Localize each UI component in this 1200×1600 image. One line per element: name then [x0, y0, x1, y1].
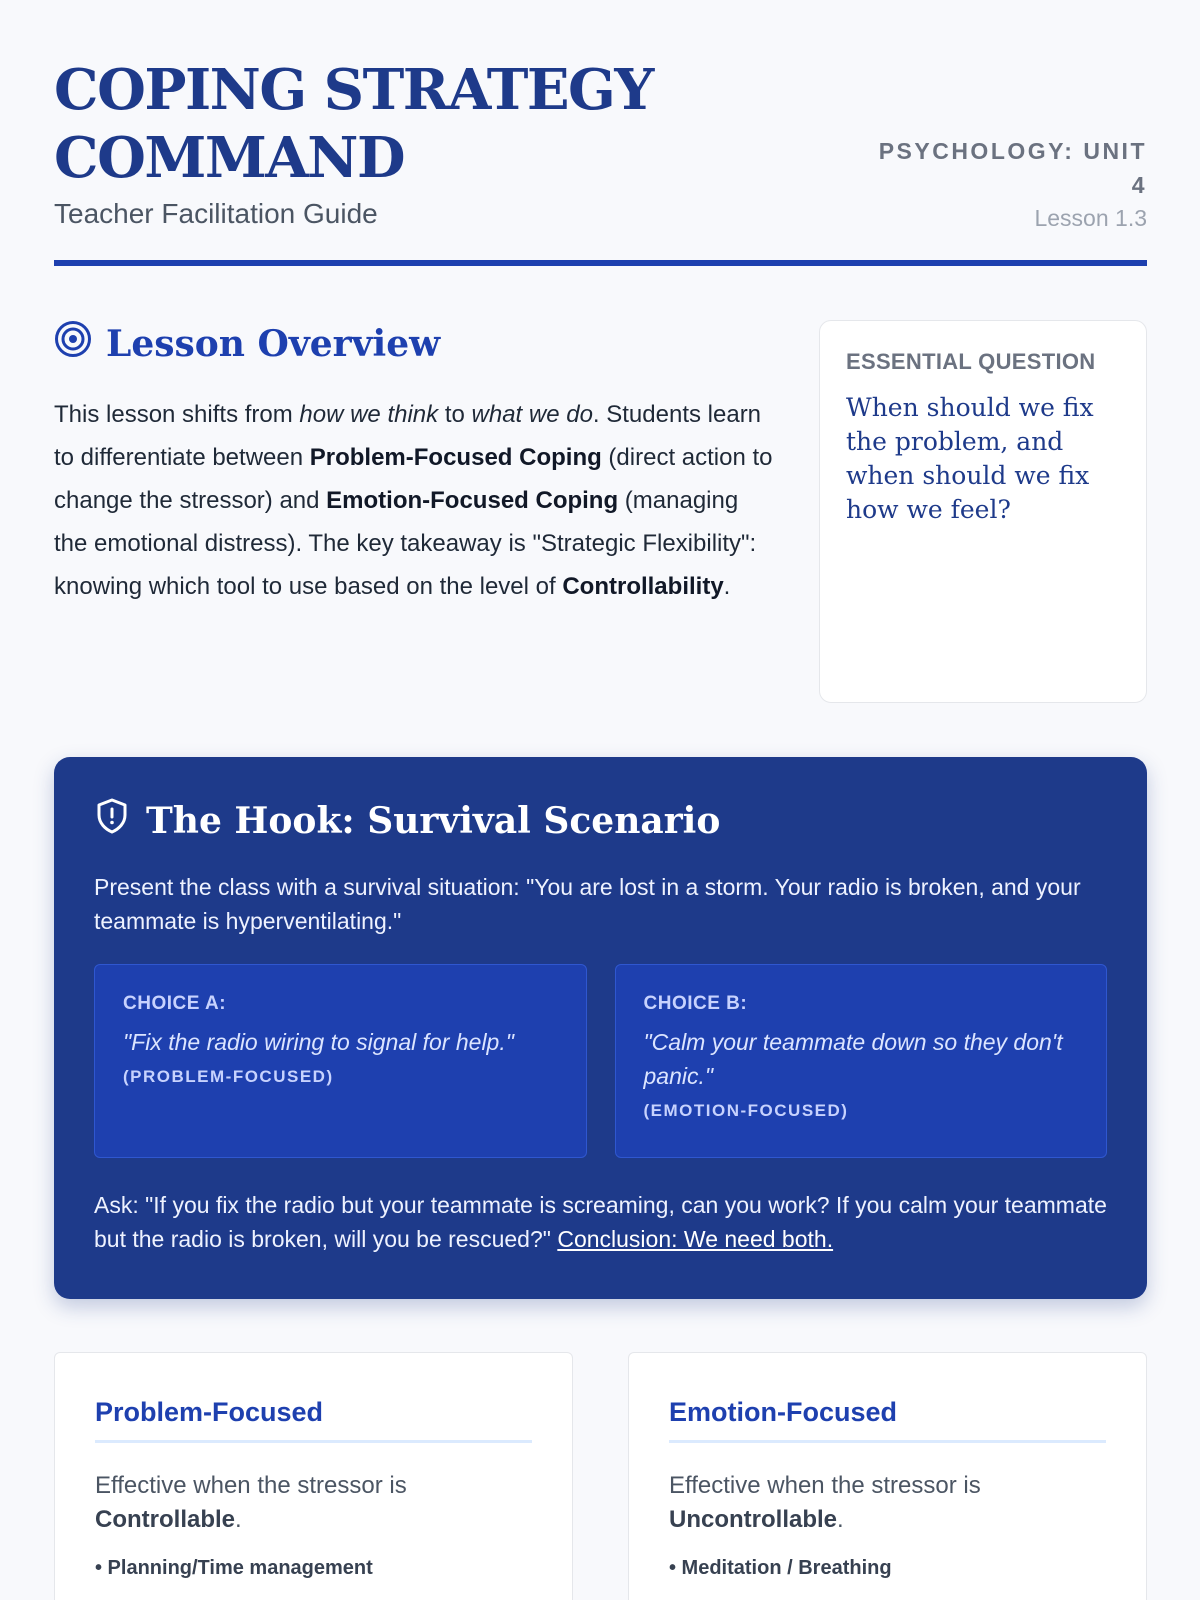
hook-ask-text: Ask: "If you fix the radio but your teammate is screaming, can you work? If you calm your teammate but the radio is broken, will you be rescued?": [94, 1192, 1107, 1252]
essential-question-text: When should we fix the problem, and when should we fix how we feel?: [846, 393, 1094, 524]
overview-term: Emotion-Focused Coping: [326, 487, 619, 514]
hook-ask: [94, 1188, 1107, 1256]
page: [54, 0, 1147, 1600]
list-item: • Planning/Time management: [95, 1557, 373, 1579]
choice-b-card: [615, 964, 1108, 1158]
card-desc-end: .: [235, 1506, 242, 1533]
overview-emphasis: what we do: [471, 401, 593, 428]
overview-heading: [54, 320, 774, 367]
hook-title: The Hook: Survival Scenario: [146, 799, 721, 842]
hook-section: [54, 757, 1147, 1299]
choice-quote: "Fix the radio wiring to signal for help.": [123, 1029, 514, 1055]
overview-text-part: .: [723, 573, 731, 600]
unit-info: [867, 134, 1147, 234]
choice-quote: "Calm your teammate down so they don't panic.": [643, 1029, 1063, 1089]
page-title: COPING STRATEGY COMMAND: [54, 57, 653, 191]
overview-emphasis: how we think: [299, 401, 439, 428]
card-desc-text: Effective when the stressor is: [669, 1472, 981, 1499]
card-desc-end: .: [837, 1506, 844, 1533]
choices: [94, 964, 1107, 1158]
list-item: • Meditation / Breathing: [669, 1557, 892, 1579]
header: [54, 56, 1147, 268]
card-desc-text: Effective when the stressor is: [95, 1472, 407, 1499]
hook-conclusion: Conclusion: We need both.: [557, 1226, 834, 1252]
card-description: [95, 1469, 532, 1537]
card-title: Problem-Focused: [95, 1397, 532, 1443]
lesson-overview: [54, 320, 774, 608]
overview-text-part: (managing the emotional distress). The key takeaway is "Strategic Flexibility": knowing which tool to use based on the level of: [54, 487, 757, 600]
essential-question-label: ESSENTIAL QUESTION: [846, 349, 1096, 374]
page-subtitle: Teacher Facilitation Guide: [54, 198, 378, 229]
essential-question-card: [819, 320, 1147, 703]
choice-type: (EMOTION-FOCUSED): [643, 1101, 849, 1120]
choice-a-card: [94, 964, 587, 1158]
lesson-label: Lesson 1.3: [1034, 205, 1147, 231]
overview-term: Problem-Focused Coping: [309, 444, 602, 471]
overview-paragraph: [54, 393, 774, 608]
problem-focused-card: [54, 1352, 573, 1600]
emotion-focused-card: [628, 1352, 1147, 1600]
overview-term: Controllability: [562, 573, 724, 600]
card-desc-term: Uncontrollable: [669, 1506, 838, 1533]
target-icon: [54, 320, 92, 367]
overview-text-part: to: [438, 401, 472, 428]
choice-type: (PROBLEM-FOCUSED): [123, 1067, 334, 1086]
hook-heading: [94, 797, 1107, 844]
unit-label: PSYCHOLOGY: UNIT 4: [878, 138, 1147, 198]
card-desc-term: Controllable: [95, 1506, 236, 1533]
choice-label: CHOICE A:: [123, 993, 227, 1014]
shield-icon: [94, 797, 130, 844]
overview-title: Lesson Overview: [106, 322, 441, 365]
card-title: Emotion-Focused: [669, 1397, 1106, 1443]
header-divider: [54, 260, 1147, 266]
overview-text-part: (direct action to change the stressor) and: [54, 444, 773, 514]
choice-label: CHOICE B:: [643, 993, 748, 1014]
card-description: [669, 1469, 1106, 1537]
overview-text-part: . Students learn to differentiate between: [54, 401, 762, 471]
hook-intro: Present the class with a survival situation: "You are lost in a storm. Your radio is broken, and your teammate is hyperventilating.": [94, 874, 1081, 934]
overview-text-part: This lesson shifts from: [54, 401, 300, 428]
